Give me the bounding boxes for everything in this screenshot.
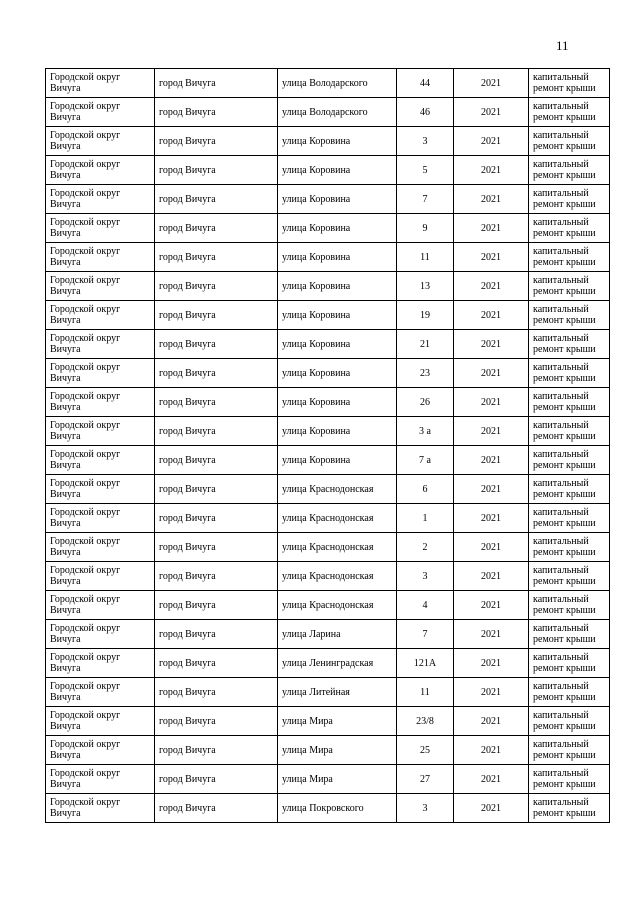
street-cell: улица Ленинградская bbox=[278, 649, 397, 678]
district-cell: Городской округ Вичуга bbox=[46, 301, 155, 330]
street-cell: улица Коровина bbox=[278, 330, 397, 359]
table-row bbox=[46, 504, 610, 533]
year-cell: 2021 bbox=[454, 98, 529, 127]
street-cell: улица Коровина bbox=[278, 359, 397, 388]
table-row bbox=[46, 591, 610, 620]
district-cell: Городской округ Вичуга bbox=[46, 272, 155, 301]
work-type-cell: капитальный ремонт крыши bbox=[529, 156, 610, 185]
district-cell: Городской округ Вичуга bbox=[46, 649, 155, 678]
street-cell: улица Краснодонская bbox=[278, 591, 397, 620]
work-type-cell: капитальный ремонт крыши bbox=[529, 388, 610, 417]
table-row bbox=[46, 272, 610, 301]
street-cell: улица Коровина bbox=[278, 272, 397, 301]
street-cell: улица Коровина bbox=[278, 156, 397, 185]
city-cell: город Вичуга bbox=[155, 475, 278, 504]
district-cell: Городской округ Вичуга bbox=[46, 562, 155, 591]
street-cell: улица Ларина bbox=[278, 620, 397, 649]
city-cell: город Вичуга bbox=[155, 446, 278, 475]
house-number-cell: 4 bbox=[397, 591, 454, 620]
city-cell: город Вичуга bbox=[155, 272, 278, 301]
house-number-cell: 3 bbox=[397, 127, 454, 156]
district-cell: Городской округ Вичуга bbox=[46, 243, 155, 272]
table-row bbox=[46, 707, 610, 736]
work-type-cell: капитальный ремонт крыши bbox=[529, 69, 610, 98]
work-type-cell: капитальный ремонт крыши bbox=[529, 533, 610, 562]
work-type-cell: капитальный ремонт крыши bbox=[529, 736, 610, 765]
year-cell: 2021 bbox=[454, 591, 529, 620]
year-cell: 2021 bbox=[454, 765, 529, 794]
table-row bbox=[46, 388, 610, 417]
work-type-cell: капитальный ремонт крыши bbox=[529, 417, 610, 446]
district-cell: Городской округ Вичуга bbox=[46, 678, 155, 707]
street-cell: улица Коровина bbox=[278, 127, 397, 156]
year-cell: 2021 bbox=[454, 533, 529, 562]
table-row bbox=[46, 185, 610, 214]
city-cell: город Вичуга bbox=[155, 765, 278, 794]
district-cell: Городской округ Вичуга bbox=[46, 475, 155, 504]
district-cell: Городской округ Вичуга bbox=[46, 794, 155, 823]
city-cell: город Вичуга bbox=[155, 127, 278, 156]
house-number-cell: 19 bbox=[397, 301, 454, 330]
table-row bbox=[46, 330, 610, 359]
city-cell: город Вичуга bbox=[155, 562, 278, 591]
work-type-cell: капитальный ремонт крыши bbox=[529, 272, 610, 301]
street-cell: улица Краснодонская bbox=[278, 533, 397, 562]
work-type-cell: капитальный ремонт крыши bbox=[529, 98, 610, 127]
city-cell: город Вичуга bbox=[155, 707, 278, 736]
year-cell: 2021 bbox=[454, 678, 529, 707]
work-type-cell: капитальный ремонт крыши bbox=[529, 301, 610, 330]
work-type-cell: капитальный ремонт крыши bbox=[529, 765, 610, 794]
city-cell: город Вичуга bbox=[155, 185, 278, 214]
house-number-cell: 7 bbox=[397, 185, 454, 214]
district-cell: Городской округ Вичуга bbox=[46, 504, 155, 533]
year-cell: 2021 bbox=[454, 649, 529, 678]
house-number-cell: 11 bbox=[397, 243, 454, 272]
house-number-cell: 2 bbox=[397, 533, 454, 562]
table-row bbox=[46, 649, 610, 678]
house-number-cell: 5 bbox=[397, 156, 454, 185]
table-row bbox=[46, 301, 610, 330]
city-cell: город Вичуга bbox=[155, 388, 278, 417]
year-cell: 2021 bbox=[454, 214, 529, 243]
table-row bbox=[46, 417, 610, 446]
district-cell: Городской округ Вичуга bbox=[46, 736, 155, 765]
house-number-cell: 13 bbox=[397, 272, 454, 301]
page-number: 11 bbox=[556, 38, 569, 53]
work-type-cell: капитальный ремонт крыши bbox=[529, 359, 610, 388]
work-type-cell: капитальный ремонт крыши bbox=[529, 475, 610, 504]
street-cell: улица Краснодонская bbox=[278, 562, 397, 591]
work-type-cell: капитальный ремонт крыши bbox=[529, 620, 610, 649]
house-number-cell: 7 bbox=[397, 620, 454, 649]
city-cell: город Вичуга bbox=[155, 794, 278, 823]
year-cell: 2021 bbox=[454, 504, 529, 533]
district-cell: Городской округ Вичуга bbox=[46, 533, 155, 562]
table-row bbox=[46, 127, 610, 156]
city-cell: город Вичуга bbox=[155, 591, 278, 620]
repair-registry-table bbox=[45, 68, 610, 823]
work-type-cell: капитальный ремонт крыши bbox=[529, 214, 610, 243]
year-cell: 2021 bbox=[454, 127, 529, 156]
table-row bbox=[46, 736, 610, 765]
work-type-cell: капитальный ремонт крыши bbox=[529, 707, 610, 736]
street-cell: улица Коровина bbox=[278, 417, 397, 446]
street-cell: улица Коровина bbox=[278, 185, 397, 214]
year-cell: 2021 bbox=[454, 794, 529, 823]
year-cell: 2021 bbox=[454, 736, 529, 765]
city-cell: город Вичуга bbox=[155, 69, 278, 98]
table-row bbox=[46, 620, 610, 649]
year-cell: 2021 bbox=[454, 359, 529, 388]
table-row bbox=[46, 475, 610, 504]
city-cell: город Вичуга bbox=[155, 417, 278, 446]
city-cell: город Вичуга bbox=[155, 736, 278, 765]
district-cell: Городской округ Вичуга bbox=[46, 446, 155, 475]
work-type-cell: капитальный ремонт крыши bbox=[529, 649, 610, 678]
house-number-cell: 11 bbox=[397, 678, 454, 707]
year-cell: 2021 bbox=[454, 417, 529, 446]
street-cell: улица Покровского bbox=[278, 794, 397, 823]
district-cell: Городской округ Вичуга bbox=[46, 98, 155, 127]
city-cell: город Вичуга bbox=[155, 156, 278, 185]
year-cell: 2021 bbox=[454, 301, 529, 330]
city-cell: город Вичуга bbox=[155, 620, 278, 649]
district-cell: Городской округ Вичуга bbox=[46, 69, 155, 98]
district-cell: Городской округ Вичуга bbox=[46, 417, 155, 446]
year-cell: 2021 bbox=[454, 446, 529, 475]
district-cell: Городской округ Вичуга bbox=[46, 330, 155, 359]
year-cell: 2021 bbox=[454, 620, 529, 649]
year-cell: 2021 bbox=[454, 707, 529, 736]
street-cell: улица Краснодонская bbox=[278, 504, 397, 533]
street-cell: улица Мира bbox=[278, 707, 397, 736]
district-cell: Городской округ Вичуга bbox=[46, 620, 155, 649]
year-cell: 2021 bbox=[454, 475, 529, 504]
year-cell: 2021 bbox=[454, 185, 529, 214]
house-number-cell: 23 bbox=[397, 359, 454, 388]
table-row bbox=[46, 214, 610, 243]
street-cell: улица Мира bbox=[278, 736, 397, 765]
city-cell: город Вичуга bbox=[155, 214, 278, 243]
house-number-cell: 121А bbox=[397, 649, 454, 678]
house-number-cell: 25 bbox=[397, 736, 454, 765]
district-cell: Городской округ Вичуга bbox=[46, 591, 155, 620]
house-number-cell: 6 bbox=[397, 475, 454, 504]
city-cell: город Вичуга bbox=[155, 243, 278, 272]
table-row bbox=[46, 98, 610, 127]
work-type-cell: капитальный ремонт крыши bbox=[529, 562, 610, 591]
street-cell: улица Коровина bbox=[278, 301, 397, 330]
street-cell: улица Коровина bbox=[278, 214, 397, 243]
year-cell: 2021 bbox=[454, 243, 529, 272]
street-cell: улица Володарского bbox=[278, 69, 397, 98]
work-type-cell: капитальный ремонт крыши bbox=[529, 591, 610, 620]
city-cell: город Вичуга bbox=[155, 504, 278, 533]
table-row bbox=[46, 69, 610, 98]
year-cell: 2021 bbox=[454, 562, 529, 591]
city-cell: город Вичуга bbox=[155, 649, 278, 678]
district-cell: Городской округ Вичуга bbox=[46, 127, 155, 156]
street-cell: улица Краснодонская bbox=[278, 475, 397, 504]
table-body bbox=[46, 69, 610, 823]
street-cell: улица Володарского bbox=[278, 98, 397, 127]
district-cell: Городской округ Вичуга bbox=[46, 765, 155, 794]
city-cell: город Вичуга bbox=[155, 533, 278, 562]
city-cell: город Вичуга bbox=[155, 359, 278, 388]
table-row bbox=[46, 794, 610, 823]
district-cell: Городской округ Вичуга bbox=[46, 185, 155, 214]
table-row bbox=[46, 765, 610, 794]
work-type-cell: капитальный ремонт крыши bbox=[529, 446, 610, 475]
house-number-cell: 21 bbox=[397, 330, 454, 359]
work-type-cell: капитальный ремонт крыши bbox=[529, 330, 610, 359]
district-cell: Городской округ Вичуга bbox=[46, 359, 155, 388]
city-cell: город Вичуга bbox=[155, 678, 278, 707]
city-cell: город Вичуга bbox=[155, 330, 278, 359]
table-row bbox=[46, 678, 610, 707]
street-cell: улица Мира bbox=[278, 765, 397, 794]
district-cell: Городской округ Вичуга bbox=[46, 388, 155, 417]
district-cell: Городской округ Вичуга bbox=[46, 156, 155, 185]
house-number-cell: 27 bbox=[397, 765, 454, 794]
house-number-cell: 9 bbox=[397, 214, 454, 243]
city-cell: город Вичуга bbox=[155, 98, 278, 127]
house-number-cell: 3 bbox=[397, 794, 454, 823]
street-cell: улица Литейная bbox=[278, 678, 397, 707]
table-row bbox=[46, 243, 610, 272]
house-number-cell: 7 а bbox=[397, 446, 454, 475]
city-cell: город Вичуга bbox=[155, 301, 278, 330]
table-row bbox=[46, 359, 610, 388]
table-row bbox=[46, 562, 610, 591]
year-cell: 2021 bbox=[454, 69, 529, 98]
street-cell: улица Коровина bbox=[278, 243, 397, 272]
street-cell: улица Коровина bbox=[278, 446, 397, 475]
house-number-cell: 3 bbox=[397, 562, 454, 591]
house-number-cell: 46 bbox=[397, 98, 454, 127]
house-number-cell: 3 а bbox=[397, 417, 454, 446]
year-cell: 2021 bbox=[454, 156, 529, 185]
house-number-cell: 1 bbox=[397, 504, 454, 533]
district-cell: Городской округ Вичуга bbox=[46, 707, 155, 736]
house-number-cell: 23/8 bbox=[397, 707, 454, 736]
year-cell: 2021 bbox=[454, 330, 529, 359]
work-type-cell: капитальный ремонт крыши bbox=[529, 504, 610, 533]
work-type-cell: капитальный ремонт крыши bbox=[529, 243, 610, 272]
work-type-cell: капитальный ремонт крыши bbox=[529, 794, 610, 823]
table-row bbox=[46, 533, 610, 562]
work-type-cell: капитальный ремонт крыши bbox=[529, 127, 610, 156]
house-number-cell: 26 bbox=[397, 388, 454, 417]
table-row bbox=[46, 156, 610, 185]
work-type-cell: капитальный ремонт крыши bbox=[529, 185, 610, 214]
table-row bbox=[46, 446, 610, 475]
year-cell: 2021 bbox=[454, 272, 529, 301]
work-type-cell: капитальный ремонт крыши bbox=[529, 678, 610, 707]
street-cell: улица Коровина bbox=[278, 388, 397, 417]
district-cell: Городской округ Вичуга bbox=[46, 214, 155, 243]
house-number-cell: 44 bbox=[397, 69, 454, 98]
year-cell: 2021 bbox=[454, 388, 529, 417]
